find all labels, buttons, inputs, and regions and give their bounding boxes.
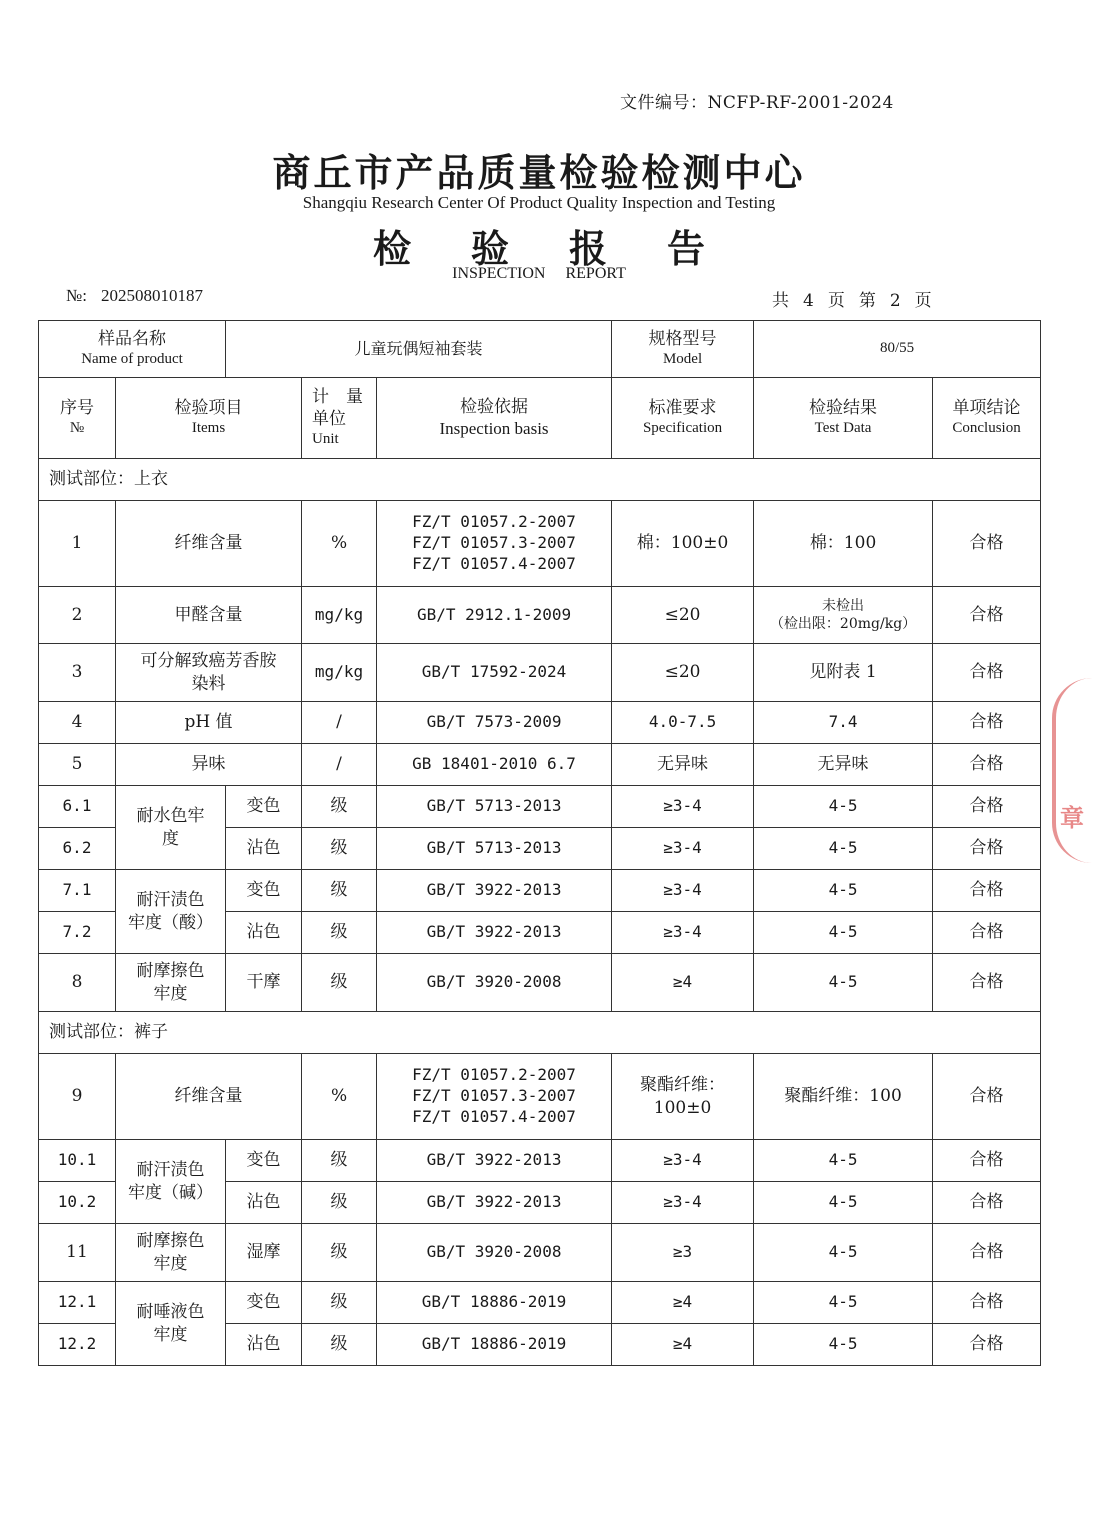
row-conclusion: 合格	[933, 1324, 1041, 1366]
col-no	[39, 378, 116, 459]
report-heading-english	[0, 265, 1078, 283]
row-item-group	[116, 1140, 226, 1224]
row-unit: 级	[302, 1324, 377, 1366]
row-unit: 级	[302, 1224, 377, 1282]
row-spec: ≥3-4	[612, 828, 754, 870]
row-conclusion: 合格	[933, 954, 1041, 1012]
col-no-en: №	[69, 420, 85, 437]
row-basis: GB/T 18886-2019	[377, 1324, 612, 1366]
col-conclusion-cn: 单项结论	[952, 398, 1021, 419]
col-unit-en: Unit	[312, 431, 339, 448]
row-result	[754, 587, 933, 644]
row-conclusion: 合格	[933, 744, 1041, 786]
row-no: 6.1	[39, 786, 116, 828]
row-no: 12.1	[39, 1282, 116, 1324]
row-sub-item: 沾色	[226, 912, 302, 954]
row-spec: ≤20	[612, 587, 754, 644]
report-char: 报	[569, 227, 608, 271]
row-conclusion: 合格	[933, 587, 1041, 644]
row-sub-item: 干摩	[226, 954, 302, 1012]
row-sub-item: 湿摩	[226, 1224, 302, 1282]
row-sub-item: 沾色	[226, 828, 302, 870]
row-conclusion: 合格	[933, 1282, 1041, 1324]
item-line: 耐唾液色	[136, 1302, 205, 1323]
basis-line: FZ/T 01057.4-2007	[412, 553, 576, 573]
row-spec: 棉：100±0	[612, 501, 754, 587]
col-basis-cn: 检验依据	[460, 396, 529, 417]
page-info-text: 第	[858, 291, 876, 311]
page-current: 2	[889, 291, 901, 311]
item-line: 牢度	[153, 1253, 188, 1274]
row-spec: ≥3-4	[612, 1182, 754, 1224]
row-conclusion: 合格	[933, 870, 1041, 912]
item-line: 耐汗渍色	[136, 1160, 205, 1181]
row-spec: ≥4	[612, 954, 754, 1012]
result-line: （检出限：20mg/kg）	[769, 616, 917, 632]
page-info	[772, 286, 946, 311]
row-item-group	[116, 1282, 226, 1366]
basis-line: FZ/T 01057.3-2007	[412, 533, 576, 553]
row-conclusion: 合格	[933, 1140, 1041, 1182]
document-number-label: 文件编号：	[620, 93, 708, 113]
item-line: 度	[162, 828, 179, 849]
report-number	[66, 286, 203, 306]
row-item	[116, 644, 302, 702]
row-spec: ≥3-4	[612, 1140, 754, 1182]
table-row	[39, 870, 1041, 912]
basis-line: FZ/T 01057.2-2007	[412, 512, 576, 532]
model-label	[612, 321, 754, 378]
row-sub-item: 变色	[226, 1140, 302, 1182]
row-unit: 级	[302, 1140, 377, 1182]
row-basis: GB/T 17592-2024	[377, 644, 612, 702]
row-spec: ≥3-4	[612, 786, 754, 828]
row-sub-item: 沾色	[226, 1182, 302, 1224]
product-row	[39, 321, 1041, 378]
page-title: 商丘市产品质量检验检测中心	[272, 151, 806, 195]
item-line: 可分解致癌芳香胺	[140, 651, 277, 672]
row-conclusion: 合格	[933, 644, 1041, 702]
basis-line: FZ/T 01057.2-2007	[412, 1065, 576, 1085]
col-result	[754, 378, 933, 459]
item-line: 耐摩擦色	[136, 1231, 205, 1252]
row-no: 1	[39, 501, 116, 587]
row-result: 4-5	[754, 870, 933, 912]
report-char: 检	[372, 227, 411, 271]
page-info-text: 共	[772, 291, 789, 311]
section-row	[39, 459, 1041, 501]
product-name-value: 儿童玩偶短袖套装	[226, 321, 612, 378]
row-result: 4-5	[754, 954, 933, 1012]
row-result: 无异味	[754, 744, 933, 786]
row-item-group	[116, 786, 226, 870]
row-unit: /	[302, 702, 377, 744]
table-row	[39, 1054, 1041, 1140]
section-label-top: 测试部位：上衣	[39, 459, 1041, 501]
spec-line: 聚酯纤维：	[640, 1075, 726, 1096]
row-item: 甲醛含量	[116, 587, 302, 644]
row-no: 7.2	[39, 912, 116, 954]
inspection-table	[38, 320, 1041, 1366]
table-row	[39, 501, 1041, 587]
row-result: 4-5	[754, 1324, 933, 1366]
table-row	[39, 786, 1041, 828]
row-spec: ≥3-4	[612, 870, 754, 912]
document-number	[620, 88, 894, 113]
row-conclusion: 合格	[933, 828, 1041, 870]
product-name-label-cn: 样品名称	[98, 329, 166, 350]
table-row	[39, 1140, 1041, 1182]
row-spec: ≥3	[612, 1224, 754, 1282]
item-line: 耐摩擦色	[136, 961, 205, 982]
col-unit-cn2: 单位	[312, 409, 347, 430]
row-basis: GB/T 5713-2013	[377, 786, 612, 828]
item-line: 牢度（碱）	[128, 1182, 213, 1203]
row-basis: GB/T 3920-2008	[377, 954, 612, 1012]
table-row	[39, 702, 1041, 744]
row-basis: GB/T 3922-2013	[377, 912, 612, 954]
product-name-label	[39, 321, 226, 378]
col-conclusion-en: Conclusion	[952, 420, 1021, 437]
row-item-group	[116, 1224, 226, 1282]
result-line: 未检出	[822, 597, 865, 614]
row-no: 2	[39, 587, 116, 644]
model-value: 80/55	[754, 321, 1041, 378]
col-conclusion	[933, 378, 1041, 459]
row-conclusion: 合格	[933, 501, 1041, 587]
page-title-english: Shangqiu Research Center Of Product Quality Inspection and Testing	[302, 193, 776, 212]
table-row	[39, 954, 1041, 1012]
section-label-bottom: 测试部位：裤子	[39, 1012, 1041, 1054]
row-basis: GB/T 18886-2019	[377, 1282, 612, 1324]
row-sub-item: 变色	[226, 1282, 302, 1324]
item-line: 牢度（酸）	[128, 912, 213, 933]
row-unit: 级	[302, 912, 377, 954]
row-no: 10.1	[39, 1140, 116, 1182]
row-result: 聚酯纤维：100	[754, 1054, 933, 1140]
basis-line: FZ/T 01057.3-2007	[412, 1086, 576, 1106]
model-label-en: Model	[662, 351, 703, 368]
col-result-cn: 检验结果	[809, 398, 878, 419]
row-unit: 级	[302, 1182, 377, 1224]
col-spec-cn: 标准要求	[648, 398, 717, 419]
row-basis: GB/T 3922-2013	[377, 1182, 612, 1224]
row-basis: GB/T 3922-2013	[377, 870, 612, 912]
row-result: 4-5	[754, 1224, 933, 1282]
table-row	[39, 1224, 1041, 1282]
table-row	[39, 1282, 1041, 1324]
row-unit: mg/kg	[302, 587, 377, 644]
row-result: 4-5	[754, 912, 933, 954]
row-item-group	[116, 954, 226, 1012]
row-result: 4-5	[754, 828, 933, 870]
column-header-row	[39, 378, 1041, 459]
report-number-value: 202508010187	[100, 286, 203, 305]
row-item: pH 值	[116, 702, 302, 744]
row-result: 7.4	[754, 702, 933, 744]
row-spec: ≤20	[612, 644, 754, 702]
report-char: 告	[667, 227, 706, 271]
row-no: 3	[39, 644, 116, 702]
row-no: 12.2	[39, 1324, 116, 1366]
row-conclusion: 合格	[933, 1054, 1041, 1140]
row-no: 11	[39, 1224, 116, 1282]
row-spec	[612, 1054, 754, 1140]
row-no: 8	[39, 954, 116, 1012]
table-row	[39, 587, 1041, 644]
report-number-label: №:	[66, 286, 87, 305]
col-unit-cn1: 计 量	[312, 387, 364, 408]
row-unit: %	[302, 1054, 377, 1140]
section-row	[39, 1012, 1041, 1054]
row-conclusion: 合格	[933, 1224, 1041, 1282]
row-sub-item: 变色	[226, 870, 302, 912]
row-spec: ≥4	[612, 1282, 754, 1324]
row-spec: ≥3-4	[612, 912, 754, 954]
item-line: 耐汗渍色	[136, 890, 205, 911]
row-basis: GB/T 2912.1-2009	[377, 587, 612, 644]
report-en-word: REPORT	[565, 265, 626, 282]
col-items-en: Items	[191, 420, 226, 437]
item-line: 牢度	[153, 1324, 188, 1345]
row-no: 9	[39, 1054, 116, 1140]
row-sub-item: 变色	[226, 786, 302, 828]
basis-line: FZ/T 01057.4-2007	[412, 1106, 576, 1126]
col-spec	[612, 378, 754, 459]
row-unit: /	[302, 744, 377, 786]
row-no: 5	[39, 744, 116, 786]
row-unit: 级	[302, 1282, 377, 1324]
col-unit	[302, 378, 377, 459]
page-total: 4	[803, 291, 814, 311]
product-name-label-en: Name of product	[81, 351, 183, 368]
row-unit: 级	[302, 870, 377, 912]
document-number-value: NCFP-RF-2001-2024	[707, 93, 894, 113]
official-stamp	[1052, 678, 1116, 863]
item-line: 染料	[191, 673, 226, 694]
col-result-en: Test Data	[814, 420, 872, 437]
row-basis	[377, 1054, 612, 1140]
row-spec: 无异味	[612, 744, 754, 786]
row-item-group	[116, 870, 226, 954]
row-no: 7.1	[39, 870, 116, 912]
col-items-cn: 检验项目	[174, 398, 243, 419]
col-spec-en: Specification	[642, 420, 723, 437]
row-item: 纤维含量	[116, 501, 302, 587]
row-result: 4-5	[754, 786, 933, 828]
spec-line: 100±0	[653, 1097, 712, 1118]
item-line: 牢度	[153, 983, 188, 1004]
row-result: 4-5	[754, 1140, 933, 1182]
model-label-cn: 规格型号	[648, 329, 717, 350]
row-spec: 4.0-7.5	[612, 702, 754, 744]
col-no-cn: 序号	[60, 398, 94, 419]
row-basis	[377, 501, 612, 587]
row-basis: GB 18401-2010 6.7	[377, 744, 612, 786]
row-spec: ≥4	[612, 1324, 754, 1366]
row-result: 棉：100	[754, 501, 933, 587]
row-conclusion: 合格	[933, 1182, 1041, 1224]
col-basis-en: Inspection basis	[439, 419, 549, 438]
row-no: 4	[39, 702, 116, 744]
row-unit: %	[302, 501, 377, 587]
row-item: 异味	[116, 744, 302, 786]
stamp-character: 章	[1060, 804, 1084, 832]
report-char: 验	[470, 227, 509, 271]
row-no: 6.2	[39, 828, 116, 870]
page-info-text: 页	[914, 291, 932, 311]
row-conclusion: 合格	[933, 912, 1041, 954]
row-unit: 级	[302, 786, 377, 828]
row-item: 纤维含量	[116, 1054, 302, 1140]
item-line: 耐水色牢	[136, 806, 205, 827]
page-info-text: 页	[827, 291, 845, 311]
row-basis: GB/T 3920-2008	[377, 1224, 612, 1282]
row-basis: GB/T 3922-2013	[377, 1140, 612, 1182]
col-items	[116, 378, 302, 459]
table-row	[39, 744, 1041, 786]
row-result: 4-5	[754, 1182, 933, 1224]
row-no: 10.2	[39, 1182, 116, 1224]
row-basis: GB/T 5713-2013	[377, 828, 612, 870]
row-conclusion: 合格	[933, 702, 1041, 744]
row-unit: mg/kg	[302, 644, 377, 702]
col-basis	[377, 378, 612, 459]
row-sub-item: 沾色	[226, 1324, 302, 1366]
row-basis: GB/T 7573-2009	[377, 702, 612, 744]
row-result: 见附表 1	[754, 644, 933, 702]
row-conclusion: 合格	[933, 786, 1041, 828]
report-en-word: INSPECTION	[452, 265, 546, 282]
row-result: 4-5	[754, 1282, 933, 1324]
row-unit: 级	[302, 954, 377, 1012]
table-row	[39, 644, 1041, 702]
row-unit: 级	[302, 828, 377, 870]
